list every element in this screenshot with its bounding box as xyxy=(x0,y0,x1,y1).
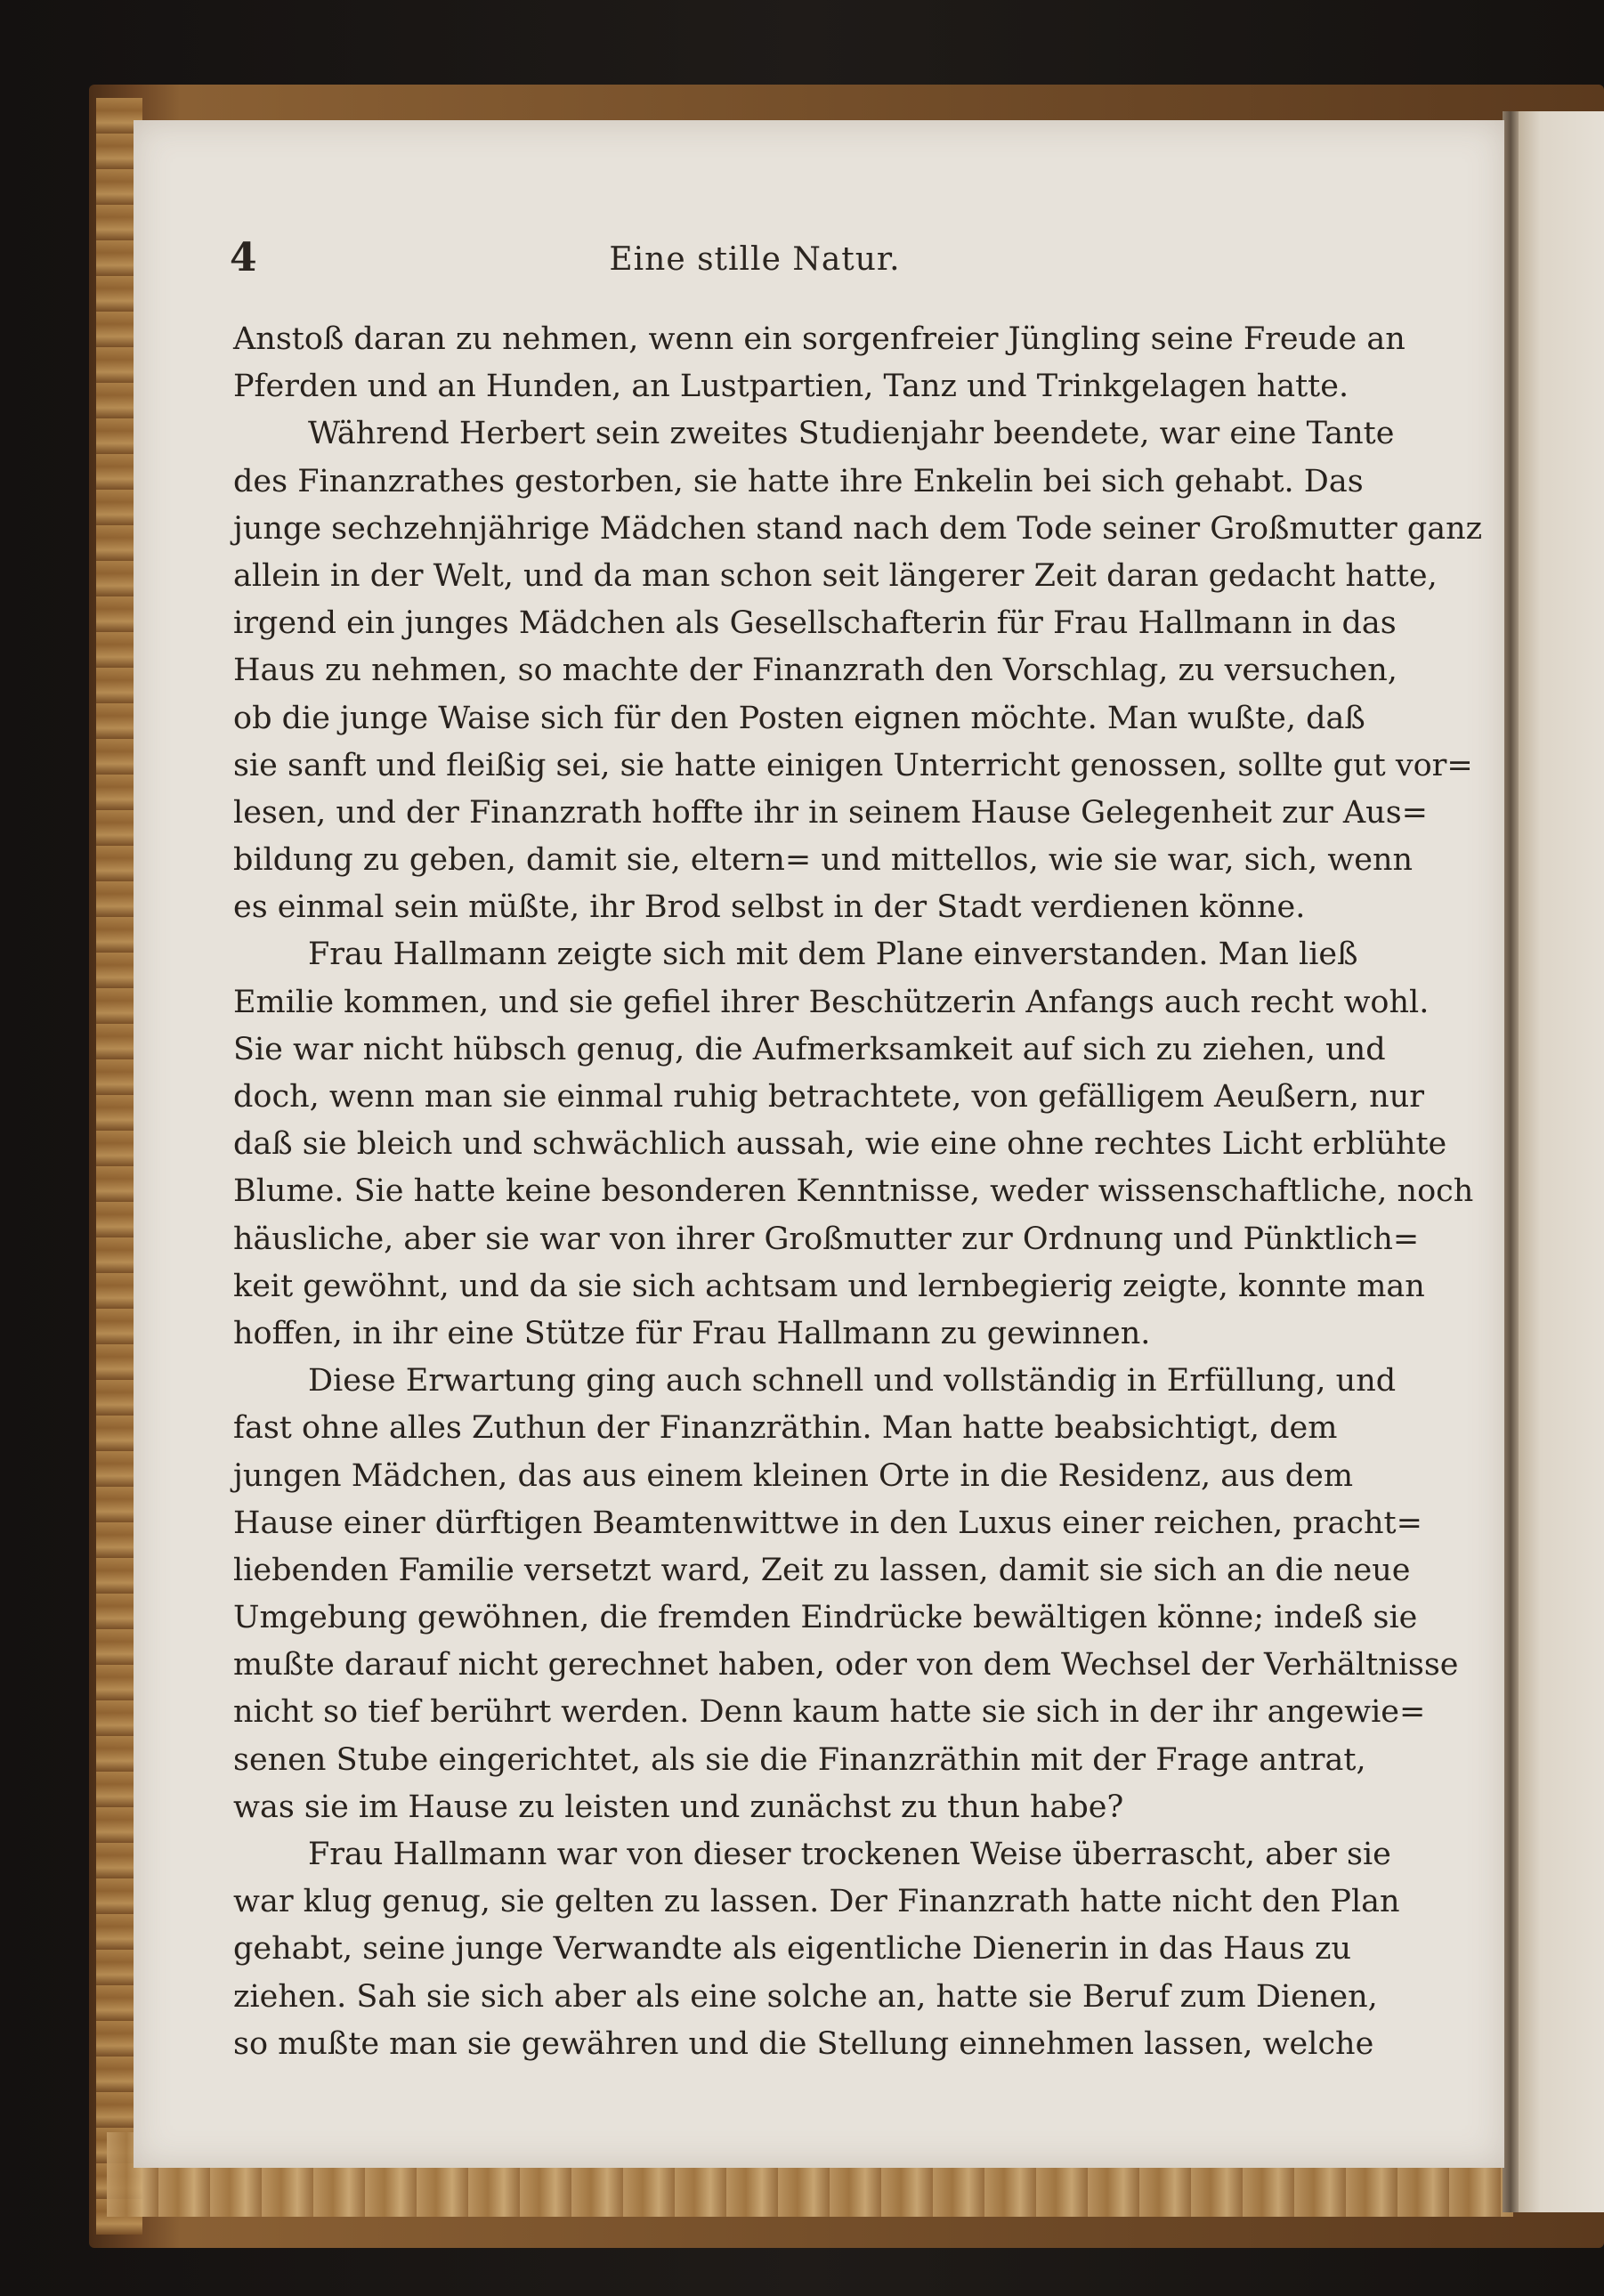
text-line: hoffen, in ihr eine Stütze für Frau Hallmann zu gewinnen. xyxy=(233,1315,1151,1351)
text-line: sie sanft und fleißig sei, sie hatte einigen Unterricht genossen, sollte gut vor= xyxy=(233,747,1473,783)
text-line: mußte darauf nicht gerechnet haben, oder von dem Wechsel der Verhältnisse xyxy=(233,1647,1459,1683)
text-line: Umgebung gewöhnen, die fremden Eindrücke bewältigen könne; indeß sie xyxy=(233,1600,1418,1636)
text-line: so mußte man sie gewähren und die Stellung einnehmen lassen, welche xyxy=(233,2025,1374,2062)
facing-page xyxy=(1513,111,1604,2212)
text-line: häusliche, aber sie war von ihrer Großmutter zur Ordnung und Pünktlich= xyxy=(233,1221,1420,1257)
text-line: Während Herbert sein zweites Studienjahr beendete, war eine Tante xyxy=(308,416,1395,452)
body-text xyxy=(233,316,1483,2068)
text-line: lesen, und der Finanzrath hoffte ihr in seinem Hause Gelegenheit zur Aus= xyxy=(233,794,1428,831)
text-line: Hause einer dürftigen Beamtenwittwe in den Luxus einer reichen, pracht= xyxy=(233,1505,1422,1541)
page-header xyxy=(230,233,1280,287)
text-line: irgend ein junges Mädchen als Gesellschafterin für Frau Hallmann in das xyxy=(233,605,1397,642)
book-gutter xyxy=(1503,111,1519,2212)
text-line: nicht so tief berührt werden. Denn kaum hatte sie sich in der ihr angewie= xyxy=(233,1694,1426,1731)
text-line: es einmal sein müßte, ihr Brod selbst in der Stadt verdienen könne. xyxy=(233,889,1306,926)
text-line: jungen Mädchen, das aus einem kleinen Orte in die Residenz, aus dem xyxy=(233,1457,1354,1494)
text-line: ziehen. Sah sie sich aber als eine solche an, hatte sie Beruf zum Dienen, xyxy=(233,1978,1378,2015)
text-line: Blume. Sie hatte keine besonderen Kenntnisse, weder wissenschaftliche, noch xyxy=(233,1173,1474,1210)
text-line: Frau Hallmann zeigte sich mit dem Plane einverstanden. Man ließ xyxy=(308,937,1358,973)
text-line: daß sie bleich und schwächlich aussah, wie eine ohne rechtes Licht erblühte xyxy=(233,1126,1447,1163)
text-line: bildung zu geben, damit sie, eltern= und mittellos, wie sie war, sich, wenn xyxy=(233,842,1414,879)
text-line: war klug genug, sie gelten zu lassen. Der Finanzrath hatte nicht den Plan xyxy=(233,1884,1400,1920)
text-line: doch, wenn man sie einmal ruhig betrachtete, von gefälligem Aeußern, nur xyxy=(233,1079,1424,1115)
page-number: 4 xyxy=(230,235,257,280)
text-line: Anstoß daran zu nehmen, wenn ein sorgenfreier Jüngling seine Freude an xyxy=(233,321,1406,357)
text-line: Haus zu nehmen, so machte der Finanzrath den Vorschlag, zu versuchen, xyxy=(233,653,1397,689)
text-line: ob die junge Waise sich für den Posten eignen möchte. Man wußte, daß xyxy=(233,700,1365,736)
text-line: Diese Erwartung ging auch schnell und vollständig in Erfüllung, und xyxy=(308,1363,1397,1400)
text-line: des Finanzrathes gestorben, sie hatte ihre Enkelin bei sich gehabt. Das xyxy=(233,463,1364,499)
text-line: senen Stube eingerichtet, als sie die Finanzräthin mit der Frage antrat, xyxy=(233,1741,1366,1778)
text-line: Frau Hallmann war von dieser trockenen Weise überrascht, aber sie xyxy=(308,1837,1391,1872)
text-line: junge sechzehnjährige Mädchen stand nach dem Tode seiner Großmutter ganz xyxy=(233,510,1483,547)
text-line: liebenden Familie versetzt ward, Zeit zu lassen, damit sie sich an die neue xyxy=(233,1552,1411,1588)
text-line: gehabt, seine junge Verwandte als eigentliche Dienerin in das Haus zu xyxy=(233,1931,1352,1967)
text-line: was sie im Hause zu leisten und zunächst zu thun habe? xyxy=(233,1789,1124,1825)
text-line: keit gewöhnt, und da sie sich achtsam und lernbegierig zeigte, konnte man xyxy=(233,1268,1425,1304)
text-line: Emilie kommen, und sie gefiel ihrer Beschützerin Anfangs auch recht wohl. xyxy=(233,984,1430,1020)
text-line: fast ohne alles Zuthun der Finanzräthin. Man hatte beabsichtigt, dem xyxy=(233,1410,1338,1447)
running-head: Eine stille Natur. xyxy=(609,241,901,278)
text-line: Pferden und an Hunden, an Lustpartien, Tanz und Trinkgelagen hatte. xyxy=(233,369,1349,405)
text-line: Sie war nicht hübsch genug, die Aufmerksamkeit auf sich zu ziehen, und xyxy=(233,1031,1386,1067)
text-line: allein in der Welt, und da man schon seit längerer Zeit daran gedacht hatte, xyxy=(233,557,1438,594)
